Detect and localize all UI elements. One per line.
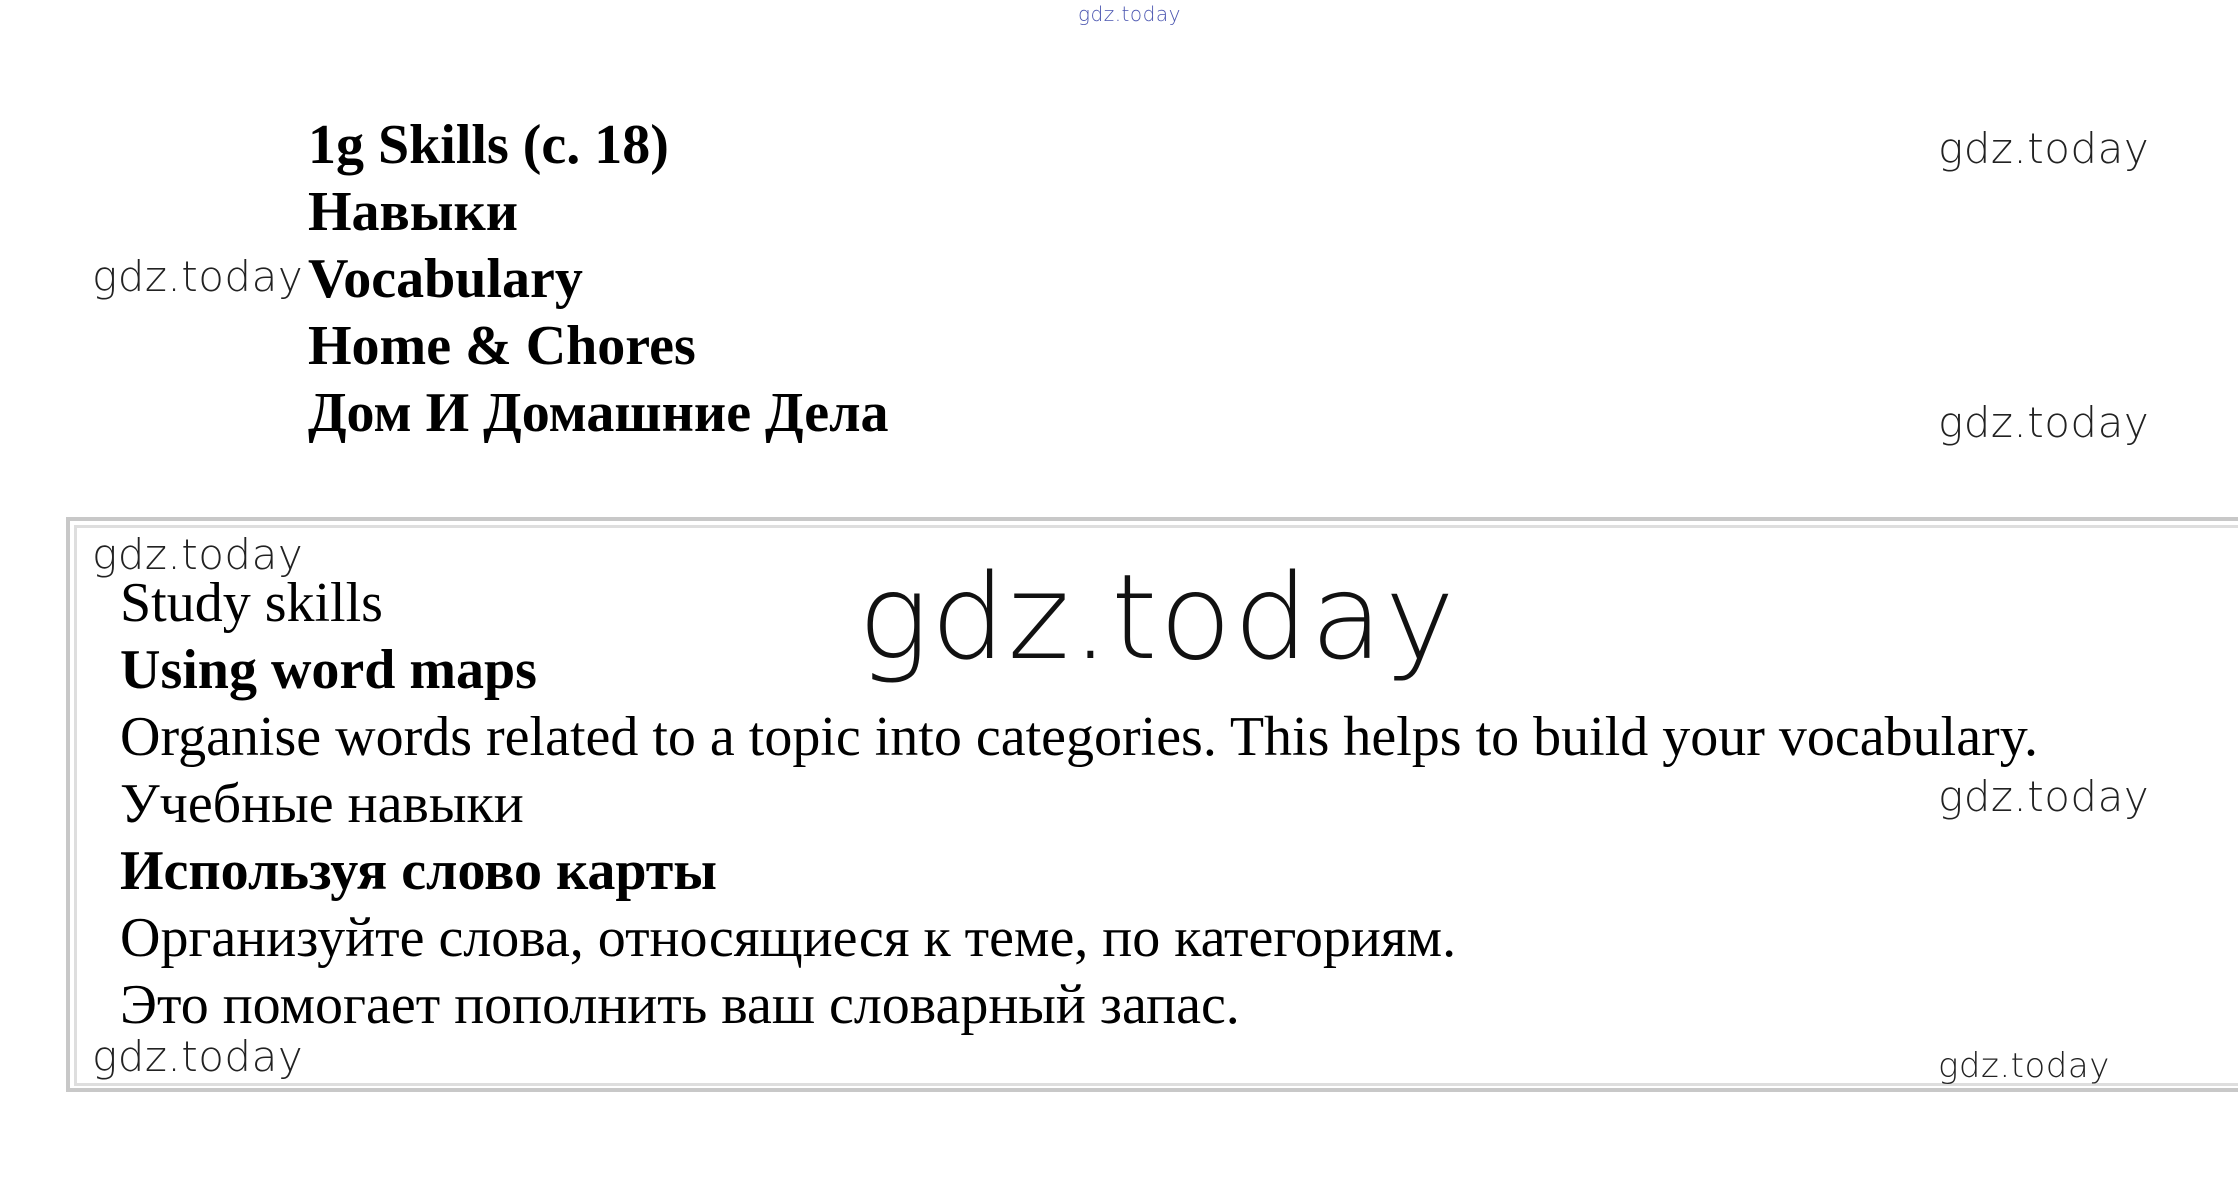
exercise-heading bbox=[308, 112, 889, 447]
watermark: gdz.today bbox=[1938, 124, 2150, 173]
watermark-top: gdz.today bbox=[1078, 2, 1181, 26]
watermark: gdz.today bbox=[1938, 772, 2150, 821]
heading-topic-ru: Дом И Домашние Дела bbox=[308, 382, 889, 444]
heading-section: Vocabulary bbox=[308, 248, 583, 310]
helps-text-ru: Это помогает пополнить ваш словарный запас. bbox=[120, 974, 1240, 1036]
organise-text-en: Organise words related to a topic into categories. This helps to build your vocabulary. bbox=[120, 706, 2039, 768]
heading-title: 1g Skills (с. 18) bbox=[308, 114, 669, 176]
watermark: gdz.today bbox=[1938, 1046, 2110, 1086]
watermark: gdz.today bbox=[1938, 398, 2150, 447]
heading-subtitle-ru: Навыки bbox=[308, 181, 519, 243]
study-skills-label: Study skills bbox=[120, 572, 383, 634]
organise-text-ru: Организуйте слова, относящиеся к теме, по категориям. bbox=[120, 907, 1457, 969]
watermark-large: gdz.today bbox=[858, 548, 1457, 686]
watermark: gdz.today bbox=[92, 1032, 304, 1081]
using-word-maps-title: Using word maps bbox=[120, 639, 537, 701]
study-skills-label-ru: Учебные навыки bbox=[120, 773, 524, 835]
heading-topic: Home & Chores bbox=[308, 315, 696, 377]
using-word-maps-title-ru: Используя слово карты bbox=[120, 840, 717, 902]
study-skills-content bbox=[120, 570, 2038, 1039]
watermark: gdz.today bbox=[92, 530, 304, 579]
watermark: gdz.today bbox=[92, 252, 304, 301]
